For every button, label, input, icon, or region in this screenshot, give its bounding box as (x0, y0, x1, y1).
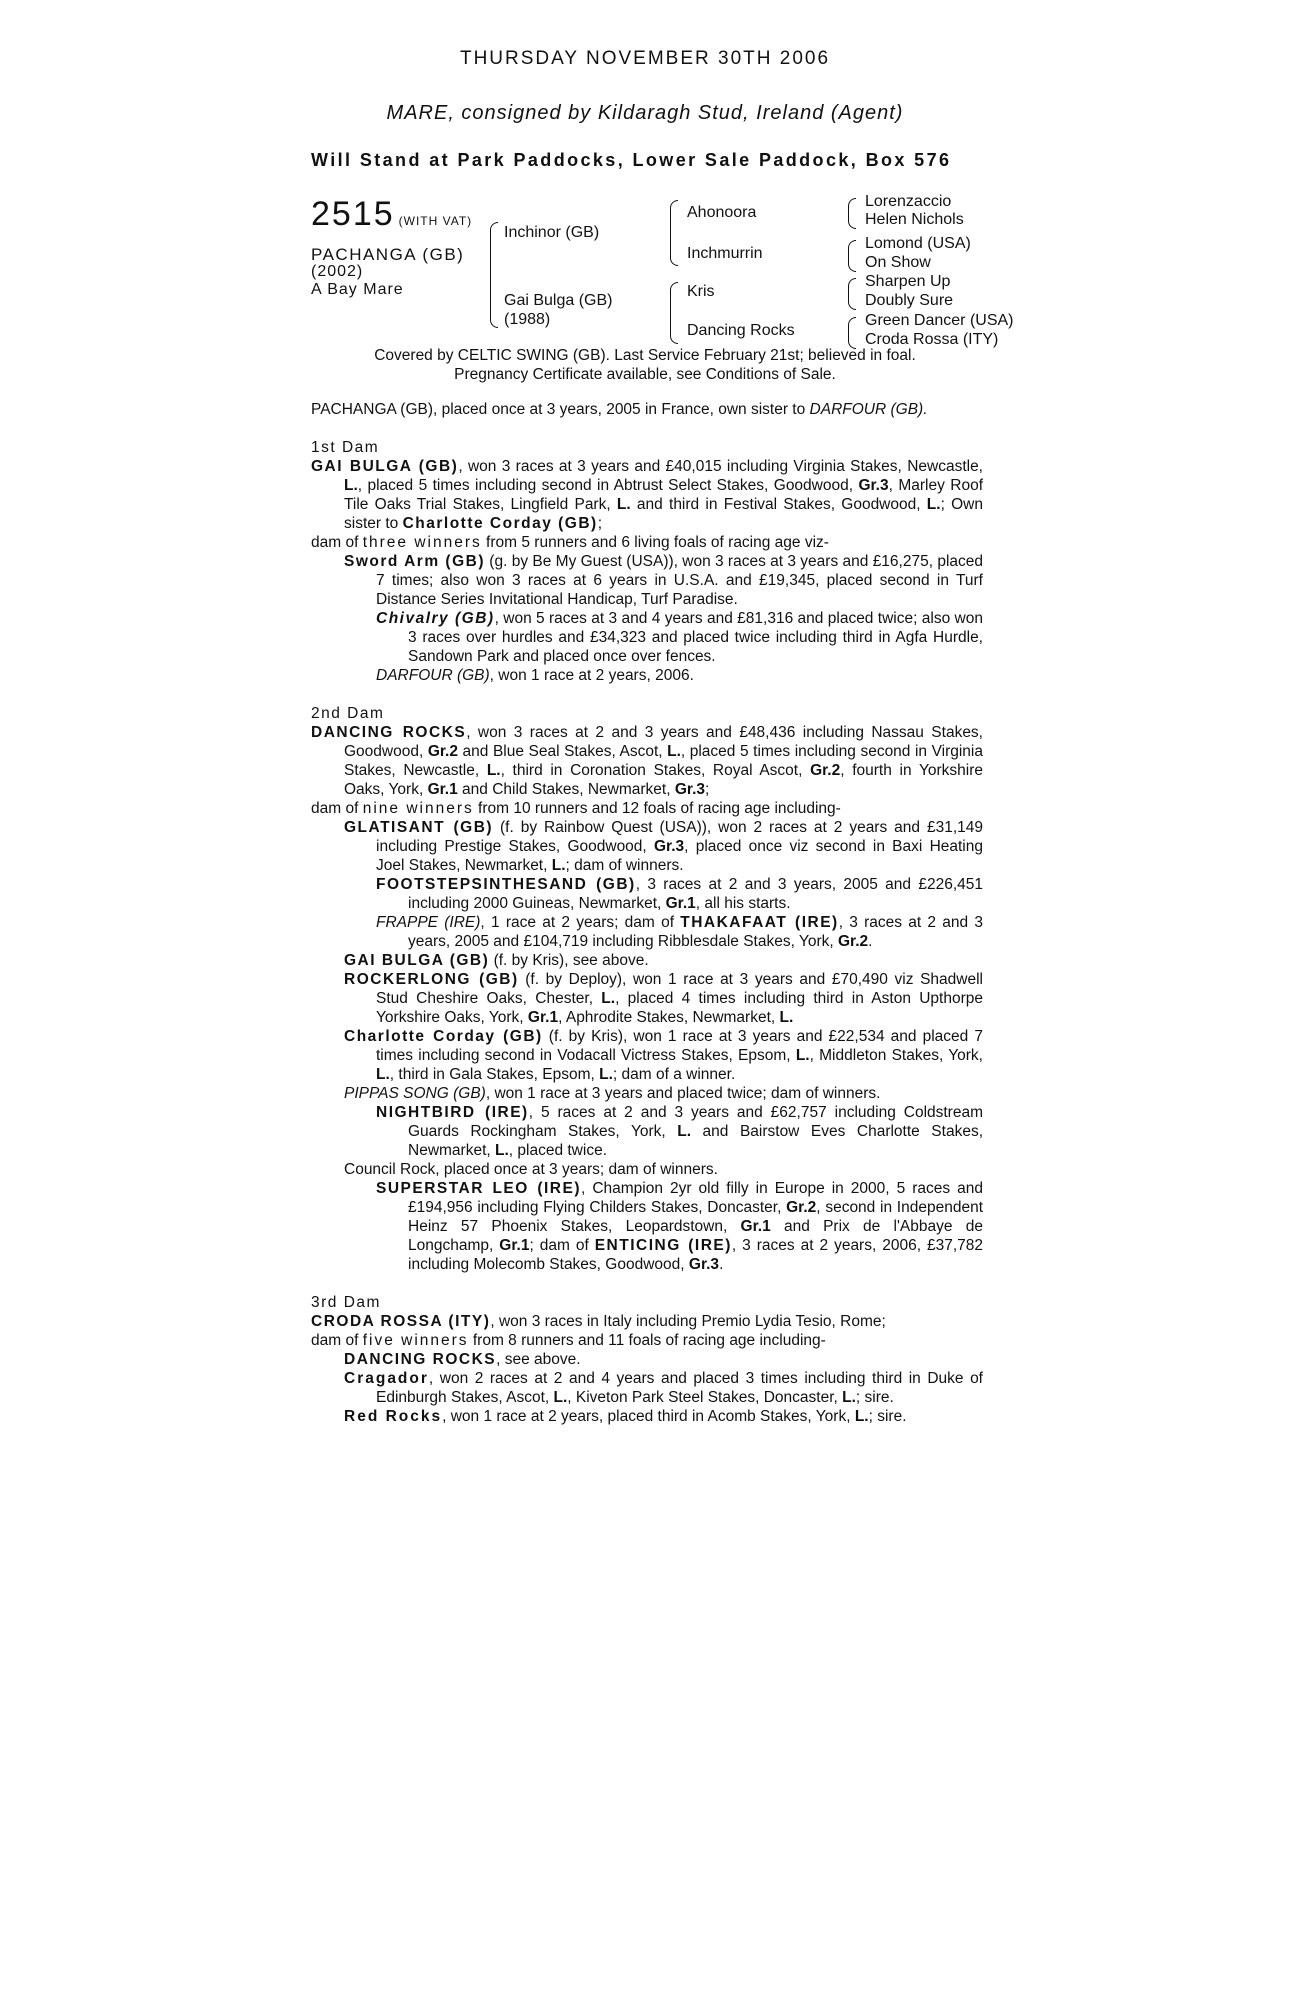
second-dam-text: ; (705, 781, 710, 798)
foal-text: , see above. (496, 1351, 581, 1368)
grade: L. (842, 1389, 856, 1406)
grandfoal-text: , second in Independent Heinz 57 Phoenix Stakes, Leopardstown, (408, 1199, 983, 1235)
grade: Gr.2 (427, 743, 458, 760)
pedigree-brace-main (490, 222, 498, 328)
grade: L. (495, 1142, 509, 1159)
foal-name: DARFOUR (GB) (376, 667, 490, 684)
grade: Gr.1 (527, 1009, 559, 1026)
foal-entry (344, 1084, 983, 1103)
pedigree-sire: Inchinor (GB) (504, 224, 600, 241)
foal-text: (f. by Deploy), won 1 race at 3 years and £70,490 viz Shadwell Stud Cheshire Oaks, Chester, (376, 971, 983, 1007)
grandfoal-entry (376, 913, 983, 951)
grandfoal-entry (376, 1103, 983, 1160)
foal-text: (f. by Kris), see above. (489, 952, 649, 969)
third-dam-produce-line (311, 1331, 983, 1350)
intro-text: PACHANGA (GB), placed once at 3 years, 2005 in France, own sister to (311, 401, 810, 418)
foal-text: , third in Gala Stakes, Epsom, (389, 1066, 600, 1083)
grade: Gr.3 (653, 838, 685, 855)
first-dam-text: , won 3 races at 3 years and £40,015 including Virginia Stakes, Newcastle, (458, 458, 983, 475)
grade: Gr.1 (499, 1237, 530, 1254)
first-dam-name: GAI BULGA (GB) (311, 458, 459, 475)
foal-text: , Middleton Stakes, York, (809, 1047, 983, 1064)
grade: Gr.1 (740, 1218, 771, 1235)
grade: Gr.3 (688, 1256, 720, 1273)
foal-text: Council Rock, placed once at 3 years; dam of winners. (344, 1161, 718, 1178)
third-dam-heading: 3rd Dam (311, 1294, 381, 1311)
grade: L. (599, 1066, 613, 1083)
grade: Gr.2 (838, 933, 869, 950)
foal-name: ROCKERLONG (GB) (344, 971, 519, 988)
intro-paragraph (311, 400, 983, 419)
foal-text: (f. by Kris), won 1 race at 3 years and £22,534 and placed 7 times including second in Vodacall Victress Stakes, Epsom, (376, 1028, 983, 1064)
vat-note: (WITH VAT) (398, 214, 473, 228)
second-dam-text: , fourth in Yorkshire Oaks, York, (344, 762, 983, 798)
produce-text: dam of (311, 800, 363, 817)
grandfoal-text: , all his starts. (695, 895, 791, 912)
lot-number-block (311, 195, 472, 234)
produce-text: dam of (311, 1332, 363, 1349)
grandfoal-text: . (868, 933, 873, 950)
foal-text: , won 5 races at 3 and 4 years and £81,316 and placed twice; also won 3 races over hurdles and £34,323 and placed twice including third in Agfa Hurdle, Sandown Park and placed once over fences. (408, 610, 983, 665)
second-dam-produce-line (311, 799, 983, 818)
consignment-line: MARE, consigned by Kildaragh Stud, Ireland (Agent) (386, 102, 904, 124)
grandfoal-text: , 3 races at 2 and 3 years, 2005 and £226,451 including 2000 Guineas, Newmarket, (408, 876, 984, 912)
grandfoal-text: and Prix de l'Abbaye de Longchamp, (408, 1218, 983, 1254)
foal-text: , won 1 race at 3 years and placed twice; dam of winners. (485, 1085, 881, 1102)
grandfoal-name: NIGHTBIRD (IRE) (376, 1104, 529, 1121)
pedigree-dam-sire: Kris (687, 283, 715, 300)
first-dam-heading: 1st Dam (311, 439, 380, 456)
foal-entry (344, 818, 983, 875)
grade: L. (553, 1389, 568, 1406)
grade: L. (854, 1408, 869, 1425)
stand-location: Will Stand at Park Paddocks, Lower Sale Paddock, Box 576 (311, 150, 952, 170)
pedigree-dam-dam: Dancing Rocks (687, 322, 795, 339)
pedigree-sire-sire: Ahonoora (687, 204, 757, 221)
foal-entry (344, 1369, 983, 1407)
grade: Gr.1 (427, 781, 458, 798)
grade: L. (601, 990, 616, 1007)
foal-text: , won 1 race at 2 years, 2006. (489, 667, 694, 684)
first-dam-paragraph (311, 457, 983, 533)
intro-sibling: DARFOUR (GB). (809, 401, 928, 418)
second-dam-heading: 2nd Dam (311, 705, 385, 722)
pedigree-g6: Doubly Sure (865, 292, 954, 309)
foal-name: Sword Arm (GB) (344, 553, 485, 570)
grade: Gr.2 (810, 762, 841, 779)
grade: L. (677, 1123, 692, 1140)
pedigree-sire-dam: Inchmurrin (687, 245, 763, 262)
grandfoal-text: , Champion 2yr old filly in Europe in 2000, 5 races and £194,956 including Flying Childers Stakes, Doncaster, (408, 1180, 983, 1216)
grandfoal-name: FOOTSTEPSINTHESAND (GB) (376, 876, 636, 893)
foal-text: ; dam of winners. (565, 857, 684, 874)
second-dam-text: , placed 5 times including second in Virginia Stakes, Newcastle, (344, 743, 983, 779)
pedigree-brace-dam (670, 282, 678, 344)
foal-entry (344, 1160, 983, 1179)
pedigree-dam: Gai Bulga (GB) (504, 292, 613, 309)
grade: L. (667, 743, 681, 760)
grade: Gr.3 (858, 477, 889, 494)
first-dam-text: ; Own sister to (344, 496, 983, 532)
third-dam-paragraph (311, 1312, 983, 1331)
foal-name: DANCING ROCKS (344, 1351, 497, 1368)
foal-entry (344, 552, 983, 609)
grade: L. (486, 762, 501, 779)
third-dam-text: , won 3 races in Italy including Premio Lydia Tesio, Rome; (490, 1313, 886, 1330)
pedigree-g4: On Show (865, 254, 931, 271)
second-dam-paragraph (311, 723, 983, 799)
foal-name: Cragador (344, 1370, 429, 1387)
grade: Gr.1 (665, 895, 696, 912)
foal-text: , Aphrodite Stakes, Newmarket, (558, 1009, 780, 1026)
produce-text: from 10 runners and 12 foals of racing age including- (473, 800, 841, 817)
winners-count: nine winners (362, 800, 474, 817)
produce-text: from 8 runners and 11 foals of racing age including- (468, 1332, 826, 1349)
grandfoal-text: ; dam of (529, 1237, 595, 1254)
foal-entry (344, 951, 983, 970)
foal-entry (376, 666, 983, 685)
grade: L. (795, 1047, 810, 1064)
pedigree-brace-g4 (848, 317, 856, 349)
covering-line-2: Pregnancy Certificate available, see Conditions of Sale. (454, 365, 836, 383)
second-dam-name: DANCING ROCKS (311, 724, 467, 741)
grandfoal-name: SUPERSTAR LEO (IRE) (376, 1180, 581, 1197)
foal-entry (344, 1350, 983, 1369)
grandfoal-text: , 1 race at 2 years; dam of (480, 914, 681, 931)
pedigree-brace-g2 (848, 240, 856, 272)
grade: L. (926, 496, 941, 513)
second-dam-text: and Blue Seal Stakes, Ascot, (458, 743, 668, 760)
foal-name: GLATISANT (GB) (344, 819, 494, 836)
grandfoal-text: , 3 races at 2 and 3 years, 2005 and £104,719 including Ribblesdale Stakes, York, (408, 914, 984, 950)
first-dam-text: , placed 5 times including second in Abtrust Select Stakes, Goodwood, (357, 477, 859, 494)
horse-description: A Bay Mare (311, 281, 404, 298)
foal-entry (344, 970, 983, 1027)
foal-name: Charlotte Corday (GB) (344, 1028, 543, 1045)
foal-name: Chivalry (GB) (376, 610, 495, 627)
second-dam-text: and Child Stakes, Newmarket, (457, 781, 675, 798)
pedigree-brace-g1 (848, 198, 856, 229)
horse-name: PACHANGA (GB) (311, 245, 465, 264)
grade: L. (779, 1009, 794, 1026)
pedigree-brace-g3 (848, 278, 856, 310)
first-dam-text: ; (597, 515, 603, 532)
foal-text: , Kiveton Park Steel Stakes, Doncaster, (567, 1389, 843, 1406)
covering-note (0, 347, 1290, 384)
second-dam-text: , third in Coronation Stakes, Royal Ascot, (500, 762, 811, 779)
foal-text: ; sire. (855, 1389, 894, 1406)
foal-name: Red Rocks (344, 1408, 443, 1425)
foal-text: (g. by Be My Guest (USA)), won 3 races at 3 years and £16,275, placed 7 times; also won 3 races at 6 years in U.S.A. and £19,345, placed second in Turf Distance Series Invitational Handicap, Turf Paradise. (376, 553, 984, 608)
foal-text: , placed 4 times including third in Aston Upthorpe Yorkshire Oaks, York, (376, 990, 983, 1026)
winners-count: three winners (362, 534, 482, 551)
first-dam-text: and third in Festival Stakes, Goodwood, (630, 496, 927, 513)
third-dam-name: CRODA ROSSA (ITY) (311, 1313, 491, 1330)
foal-text: , won 1 race at 2 years, placed third in Acomb Stakes, York, (442, 1408, 855, 1425)
sale-date: THURSDAY NOVEMBER 30TH 2006 (459, 48, 831, 69)
grade: L. (616, 496, 631, 513)
foal-entry (344, 1407, 983, 1426)
first-dam-text: , Marley Roof Tile Oaks Trial Stakes, Lingfield Park, (344, 477, 983, 513)
pedigree-g2: Helen Nichols (865, 211, 964, 228)
second-dam-text: , won 3 races at 2 and 3 years and £48,436 including Nassau Stakes, Goodwood, (344, 724, 983, 760)
grandfoal-entry (376, 1179, 983, 1274)
pedigree-dam-year: (1988) (504, 311, 551, 328)
foal-entry (344, 1027, 983, 1084)
grade: Gr.3 (674, 781, 706, 798)
first-dam-sister: Charlotte Corday (GB) (402, 515, 598, 532)
lot-number: 2515 (311, 195, 395, 233)
foal-name: PIPPAS SONG (GB) (344, 1085, 486, 1102)
pedigree-g5: Sharpen Up (865, 273, 951, 290)
grade: L. (344, 477, 358, 494)
grandfoal-text: , 5 races at 2 and 3 years and £62,757 including Coldstream Guards Rockingham Stakes, York, (408, 1104, 984, 1140)
grandfoal-text: and Bairstow Eves Charlotte Stakes, Newmarket, (408, 1123, 983, 1159)
grandfoal-entry (376, 875, 983, 913)
pedigree-brace-sire (670, 200, 678, 266)
pedigree-g3: Lomond (USA) (865, 235, 971, 252)
foal-text: , won 2 races at 2 and 4 years and placed 3 times including third in Duke of Edinburgh Stakes, Ascot, (376, 1370, 983, 1406)
grandfoal-text: . (719, 1256, 724, 1273)
grade: L. (376, 1066, 390, 1083)
covering-line-1: Covered by CELTIC SWING (GB). Last Service February 21st; believed in foal. (374, 347, 916, 364)
catalogue-body (311, 400, 983, 1426)
grade: Gr.2 (786, 1199, 817, 1216)
grandfoal-text: , placed twice. (508, 1142, 607, 1159)
foal-name: GAI BULGA (GB) (344, 952, 490, 969)
produce-text: dam of (311, 534, 363, 551)
produce-text: from 5 runners and 6 living foals of racing age viz- (481, 534, 829, 551)
winners-count: five winners (362, 1332, 469, 1349)
first-dam-produce-line (311, 533, 983, 552)
pedigree-g1: Lorenzaccio (865, 193, 952, 210)
pedigree-g8: Croda Rossa (ITY) (865, 331, 999, 348)
foal-text: ; dam of a winner. (612, 1066, 736, 1083)
grade: L. (551, 857, 566, 874)
grandfoal-produce: THAKAFAAT (IRE) (680, 914, 839, 931)
grandfoal-text: , 3 races at 2 years, 2006, £37,782 including Molecomb Stakes, Goodwood, (408, 1237, 984, 1273)
grandfoal-produce: ENTICING (IRE) (594, 1237, 732, 1254)
pedigree-g7: Green Dancer (USA) (865, 312, 1014, 329)
foal-text: (f. by Rainbow Quest (USA)), won 2 races at 2 years and £31,149 including Prestige Stakes, Goodwood, (376, 819, 983, 855)
foal-entry (376, 609, 983, 666)
horse-year: (2002) (311, 263, 364, 280)
foal-text: ; sire. (868, 1408, 907, 1425)
grandfoal-name: FRAPPE (IRE) (376, 914, 481, 931)
foal-text: , placed once viz second in Baxi Heating Joel Stakes, Newmarket, (376, 838, 983, 874)
